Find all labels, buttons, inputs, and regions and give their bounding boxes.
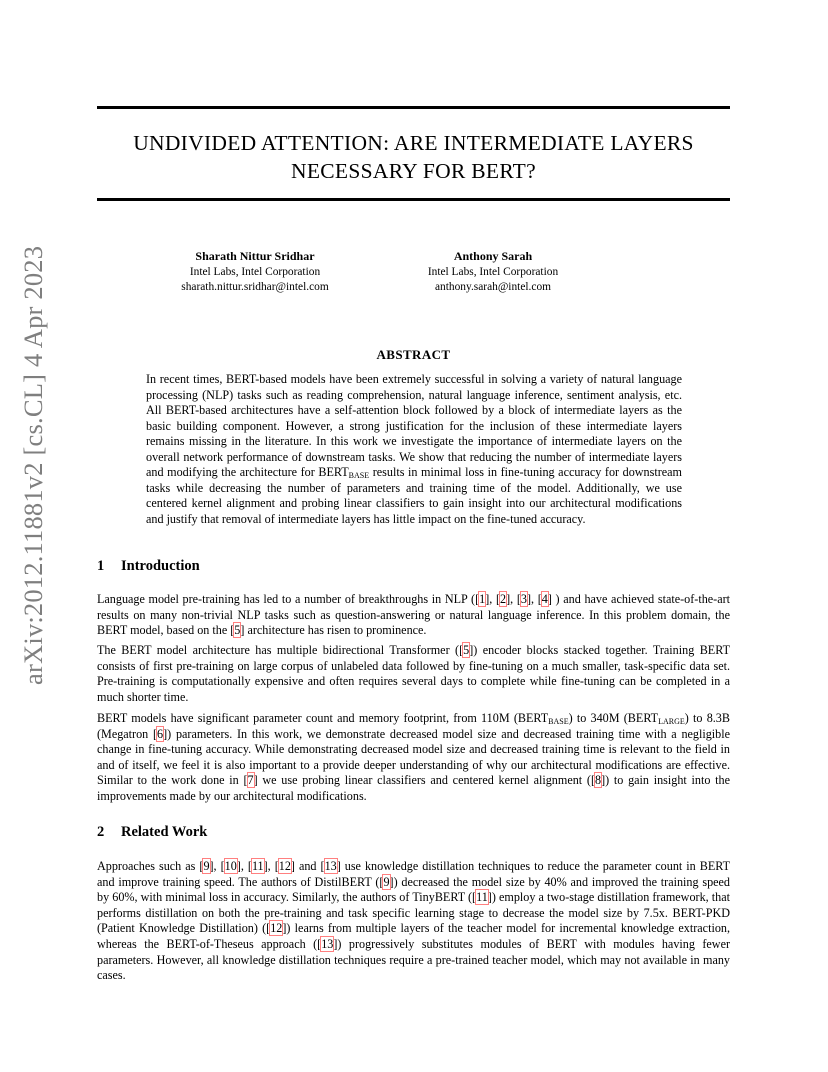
section-title: Introduction bbox=[121, 558, 200, 574]
paragraph-text: ]) learns from multiple layers of the teacher model for incremental knowledge extraction, whereas the BERT-of-Theseus approach ([ bbox=[97, 921, 730, 951]
citation-link[interactable]: 13 bbox=[324, 859, 337, 873]
paragraph-text: ], [ bbox=[263, 859, 279, 873]
intro-paragraph-1 bbox=[97, 592, 730, 639]
paragraph-text: ]) decreased the model size by 40% and improved the training speed by 60%, with minimal loss in accuracy. Similarly, the authors of TinyBERT ([ bbox=[97, 874, 730, 905]
related-work-paragraph bbox=[97, 859, 730, 984]
citation-link[interactable]: 10 bbox=[224, 859, 237, 873]
paragraph-text: ] ) and have achieved state-of-the-art results on many non-trivial NLP tasks such as question-answering or natural language inference. In this problem domain, the BERT model, based on the [ bbox=[97, 592, 730, 638]
paragraph-text: ] we use probing linear classifiers and centered kernel alignment ([ bbox=[253, 773, 595, 788]
section-heading-related-work bbox=[97, 824, 207, 841]
paper-title-line-2: NECESSARY FOR BERT? bbox=[291, 159, 536, 183]
section-number: 2 bbox=[97, 824, 105, 840]
author-block bbox=[393, 249, 593, 296]
citation-link[interactable]: 11 bbox=[476, 890, 488, 905]
abstract-body bbox=[146, 372, 682, 527]
author-name: Sharath Nittur Sridhar bbox=[195, 249, 315, 263]
citation-link[interactable]: 9 bbox=[383, 874, 390, 889]
author-email[interactable]: anthony.sarah@intel.com bbox=[434, 281, 552, 293]
abstract-subscript: BASE bbox=[348, 471, 370, 480]
paragraph-text: ] use knowledge distillation techniques to reduce the parameter count in BERT and improve training speed. The authors of DistilBERT ([ bbox=[97, 859, 731, 889]
title-top-rule bbox=[97, 106, 730, 109]
paragraph-text: ], [ bbox=[209, 859, 225, 873]
paragraph-subscript: LARGE bbox=[658, 717, 685, 726]
paragraph-text: Language model pre-training has led to a number of breakthroughs in NLP ([ bbox=[97, 592, 480, 606]
section-title: Related Work bbox=[121, 824, 208, 840]
paragraph-text: ] architecture has risen to prominence. bbox=[240, 623, 427, 638]
paragraph-text: ) to 8.3B (Megatron [ bbox=[97, 711, 730, 741]
citation-link[interactable]: 8 bbox=[595, 773, 602, 788]
citation-link[interactable]: 12 bbox=[270, 921, 283, 936]
paragraph-text: ], [ bbox=[485, 592, 500, 606]
citation-link[interactable]: 11 bbox=[251, 859, 264, 873]
intro-paragraph-3 bbox=[97, 711, 730, 805]
citation-link[interactable]: 6 bbox=[157, 726, 164, 741]
author-affiliation: Intel Labs, Intel Corporation bbox=[189, 265, 321, 278]
paragraph-text: ], [ bbox=[236, 859, 252, 873]
paragraph-text: ]) parameters. In this work, we demonstrate decreased model size and decreased training time with a negligible change in fine-tuning accuracy. While demonstrating decreased model size and decreased training time is relevant to the field in and of itself, we feel it is also important to a provide deeper understanding of why our architectural modifications are effective. Similar to the work done in [ bbox=[97, 726, 730, 788]
citation-link[interactable]: 1 bbox=[479, 592, 486, 606]
paragraph-text: ], [ bbox=[526, 592, 542, 606]
citation-link[interactable]: 12 bbox=[278, 859, 291, 873]
author-block bbox=[155, 249, 355, 296]
citation-link[interactable]: 3 bbox=[520, 592, 527, 606]
paper-title-line-1: UNDIVIDED ATTENTION: ARE INTERMEDIATE LAYERS bbox=[133, 131, 694, 155]
paragraph-subscript: BASE bbox=[548, 717, 569, 726]
paper-title bbox=[97, 129, 730, 185]
paragraph-text: ] and [ bbox=[290, 859, 325, 873]
citation-link[interactable]: 5 bbox=[463, 643, 470, 657]
paragraph-text: The BERT model architecture has multiple bidirectional Transformer ([ bbox=[97, 643, 464, 657]
intro-paragraph-2 bbox=[97, 643, 730, 705]
paragraph-text: ]) employ a two-stage distillation framework, that performs distillation on both the pre-training and task specific learning stage to decrease the model size by 7.5x. BERT-PKD (Patient Knowledge Distillation) ([ bbox=[97, 890, 730, 936]
citation-link[interactable]: 13 bbox=[321, 936, 334, 951]
paragraph-text: ]) encoder blocks stacked together. Training BERT consists of first pre-training on large corpus of unlabeled data followed by fine-tuning on a much smaller, task-specific data set. Pre-training is computationally expensive and often requires several days to complete while fine-tuning can be completed in a much shorter time. bbox=[97, 643, 730, 704]
author-affiliation: Intel Labs, Intel Corporation bbox=[427, 265, 559, 278]
citation-link[interactable]: 9 bbox=[203, 859, 210, 873]
paragraph-text: BERT models have significant parameter count and memory footprint, from 110M (BERT bbox=[97, 711, 549, 725]
abstract-heading: ABSTRACT bbox=[376, 347, 451, 362]
section-number: 1 bbox=[97, 558, 105, 574]
title-bottom-rule bbox=[97, 198, 730, 201]
citation-link[interactable]: 2 bbox=[500, 592, 507, 606]
abstract-text: results in minimal loss in fine-tuning accuracy for downstream tasks while decreasing the number of parameters and training time of the model. Additionally, we use centered kernel alignment and probing linear classifiers to gain insight into our architectural modifications and justify that removal of intermediate layers has little impact on the fine-tuned accuracy. bbox=[146, 465, 682, 526]
section-heading-introduction bbox=[97, 558, 200, 575]
paragraph-text: Approaches such as [ bbox=[97, 859, 204, 873]
paragraph-text: ) to 340M (BERT bbox=[568, 711, 659, 725]
paragraph-text: ]) progressively substitutes modules of BERT with modules having fewer parameters. However, all knowledge distillation techniques require a pre-trained teacher model, which may not available in many cases. bbox=[97, 936, 731, 983]
paragraph-text: ], [ bbox=[506, 592, 521, 606]
citation-link[interactable]: 7 bbox=[247, 773, 254, 788]
arxiv-identifier-stamp: arXiv:2012.11881v2 [cs.CL] 4 Apr 2023 bbox=[18, 245, 48, 685]
paragraph-text: ]) to gain insight into the improvements made by our architectural modifications. bbox=[97, 773, 731, 803]
author-email[interactable]: sharath.nittur.sridhar@intel.com bbox=[181, 281, 329, 293]
abstract-text: In recent times, BERT-based models have been extremely successful in solving a variety of natural language processing (NLP) tasks such as reading comprehension, natural language inference, sentiment analysis, etc. All BERT-based architectures have a self-attention block followed by a block of intermediate layers as the basic building component. However, a strong justification for the inclusion of these intermediate layers remains missing in the literature. In this work we investigate the importance of intermediate layers on the overall network performance of downstream tasks. We show that reducing the number of intermediate layers and modifying the architecture for BERT bbox=[146, 372, 682, 479]
citation-link[interactable]: 5 bbox=[234, 623, 241, 638]
citation-link[interactable]: 4 bbox=[541, 592, 548, 606]
author-name: Anthony Sarah bbox=[453, 249, 533, 263]
